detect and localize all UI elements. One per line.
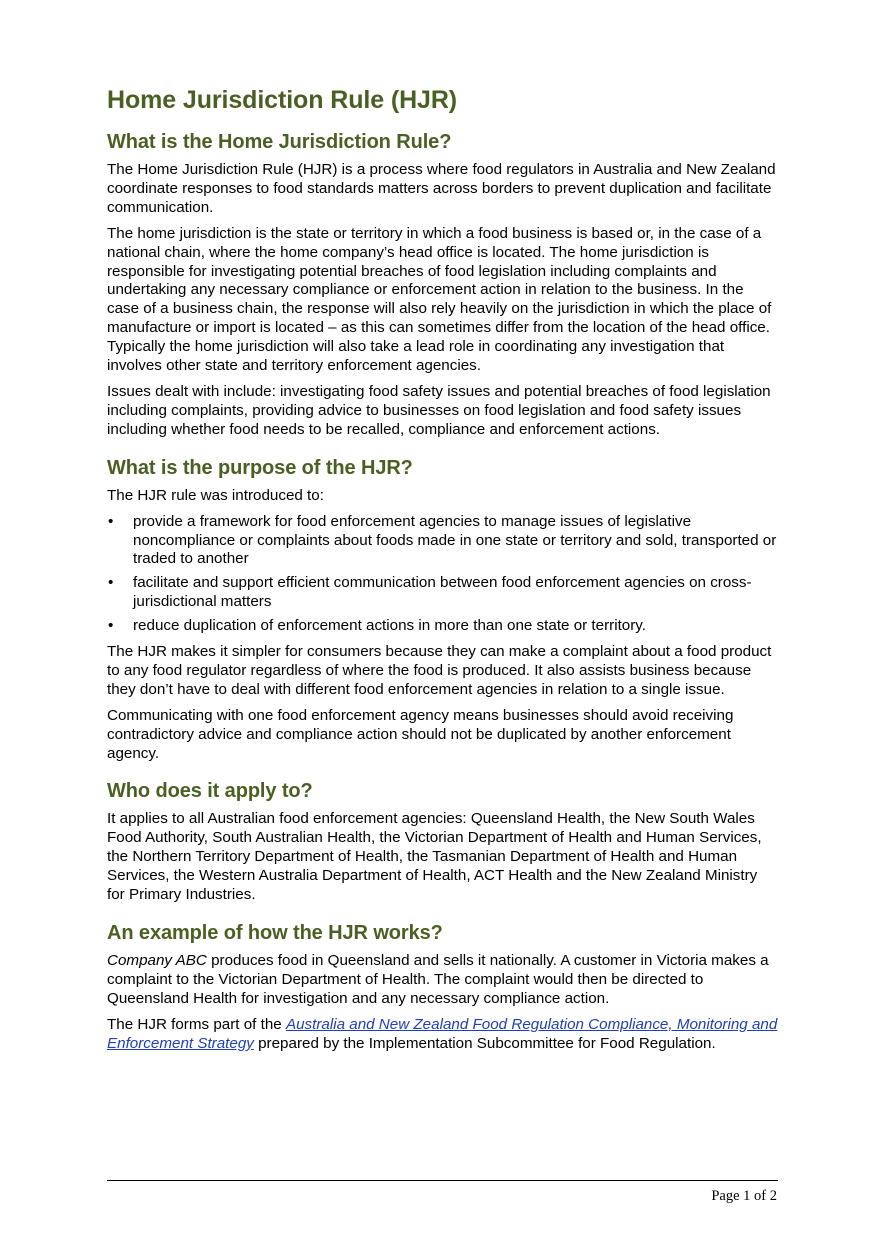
bullet-icon: • <box>108 512 114 530</box>
paragraph: Communicating with one food enforcement agency means businesses should avoid receiving contradictory advice and compliance action should not be duplicated by another enforcement agency. <box>107 706 734 762</box>
heading-example: An example of how the HJR works? <box>107 922 443 944</box>
list-item-text: provide a framework for food enforcement agencies to manage issues of legislative noncompliance or complaints about foods made in one state or territory and sold, transported or traded to another <box>133 512 777 568</box>
strategy-text-before: The HJR forms part of the <box>107 1015 286 1033</box>
bullet-icon: • <box>108 574 114 592</box>
list-item <box>107 574 779 612</box>
document-page <box>107 84 779 1061</box>
list-item <box>107 513 779 570</box>
heading-purpose: What is the purpose of the HJR? <box>107 456 413 479</box>
heading-who-applies: Who does it apply to? <box>107 780 313 803</box>
list-item <box>107 617 779 636</box>
page-title: Home Jurisdiction Rule (HJR) <box>107 86 458 114</box>
paragraph: The Home Jurisdiction Rule (HJR) is a process where food regulators in Australia and New Zealand coordinate responses to food standards matters across borders to prevent duplication and facilitate communication. <box>107 161 776 216</box>
paragraph: The HJR makes it simpler for consumers because they can make a complaint about a food product to any food regulator regardless of where the food is produced. It also assists business because they don’t have to deal with different food enforcement agencies in relation to a single issue. <box>107 643 772 698</box>
list-item-text: facilitate and support efficient communication between food enforcement agencies on cross-jurisdictional matters <box>133 574 752 611</box>
strategy-text-after: prepared by the Implementation Subcommittee for Food Regulation. <box>253 1034 716 1052</box>
example-paragraph <box>107 952 779 1009</box>
example-text: produces food in Queensland and sells it nationally. A customer in Victoria makes a complaint to the Victorian Department of Health. The complaint would then be directed to Queensland Health for investigation and any necessary compliance action. <box>107 952 769 1007</box>
paragraph: The home jurisdiction is the state or territory in which a food business is based or, in the case of a national chain, where the home company’s head office is located. The home jurisdiction is responsible for investigating potential breaches of food legislation including complaints and undertaking any necessary compliance or enforcement action in relation to the business. In the case of a business chain, the response will also rely heavily on the jurisdiction in which the place of manufacture or import is located – as this can sometimes differ from the location of the head office. Typically the home jurisdiction will also take a lead role in coordinating any investigation that involves other state and territory enforcement agencies. <box>107 224 772 375</box>
strategy-link[interactable]: Australia and New Zealand Food Regulation Compliance, Monitoring and Enforcement Strategy <box>107 1015 778 1052</box>
company-name: Company ABC <box>107 952 207 969</box>
list-intro: The HJR rule was introduced to: <box>107 486 324 504</box>
paragraph: Issues dealt with include: investigating food safety issues and potential breaches of food legislation including complaints, providing advice to businesses on food legislation and food safety issues including whether food needs to be recalled, compliance and enforcement actions. <box>107 382 771 438</box>
list-item-text: reduce duplication of enforcement actions in more than one state or territory. <box>133 617 646 635</box>
page-number: Page 1 of 2 <box>711 1188 777 1204</box>
bullet-icon: • <box>108 617 114 635</box>
paragraph: It applies to all Australian food enforcement agencies: Queensland Health, the New South Wales Food Authority, South Australian Health, the Victorian Department of Health and Human Services, the Northern Territory Department of Health, the Tasmanian Department of Health and Human Services, the Western Australia Department of Health, ACT Health and the New Zealand Ministry for Primary Industries. <box>107 810 762 904</box>
purpose-list <box>107 513 779 636</box>
strategy-paragraph <box>107 1016 779 1054</box>
heading-what-is-hjr: What is the Home Jurisdiction Rule? <box>107 131 452 153</box>
footer-divider <box>107 1180 778 1181</box>
